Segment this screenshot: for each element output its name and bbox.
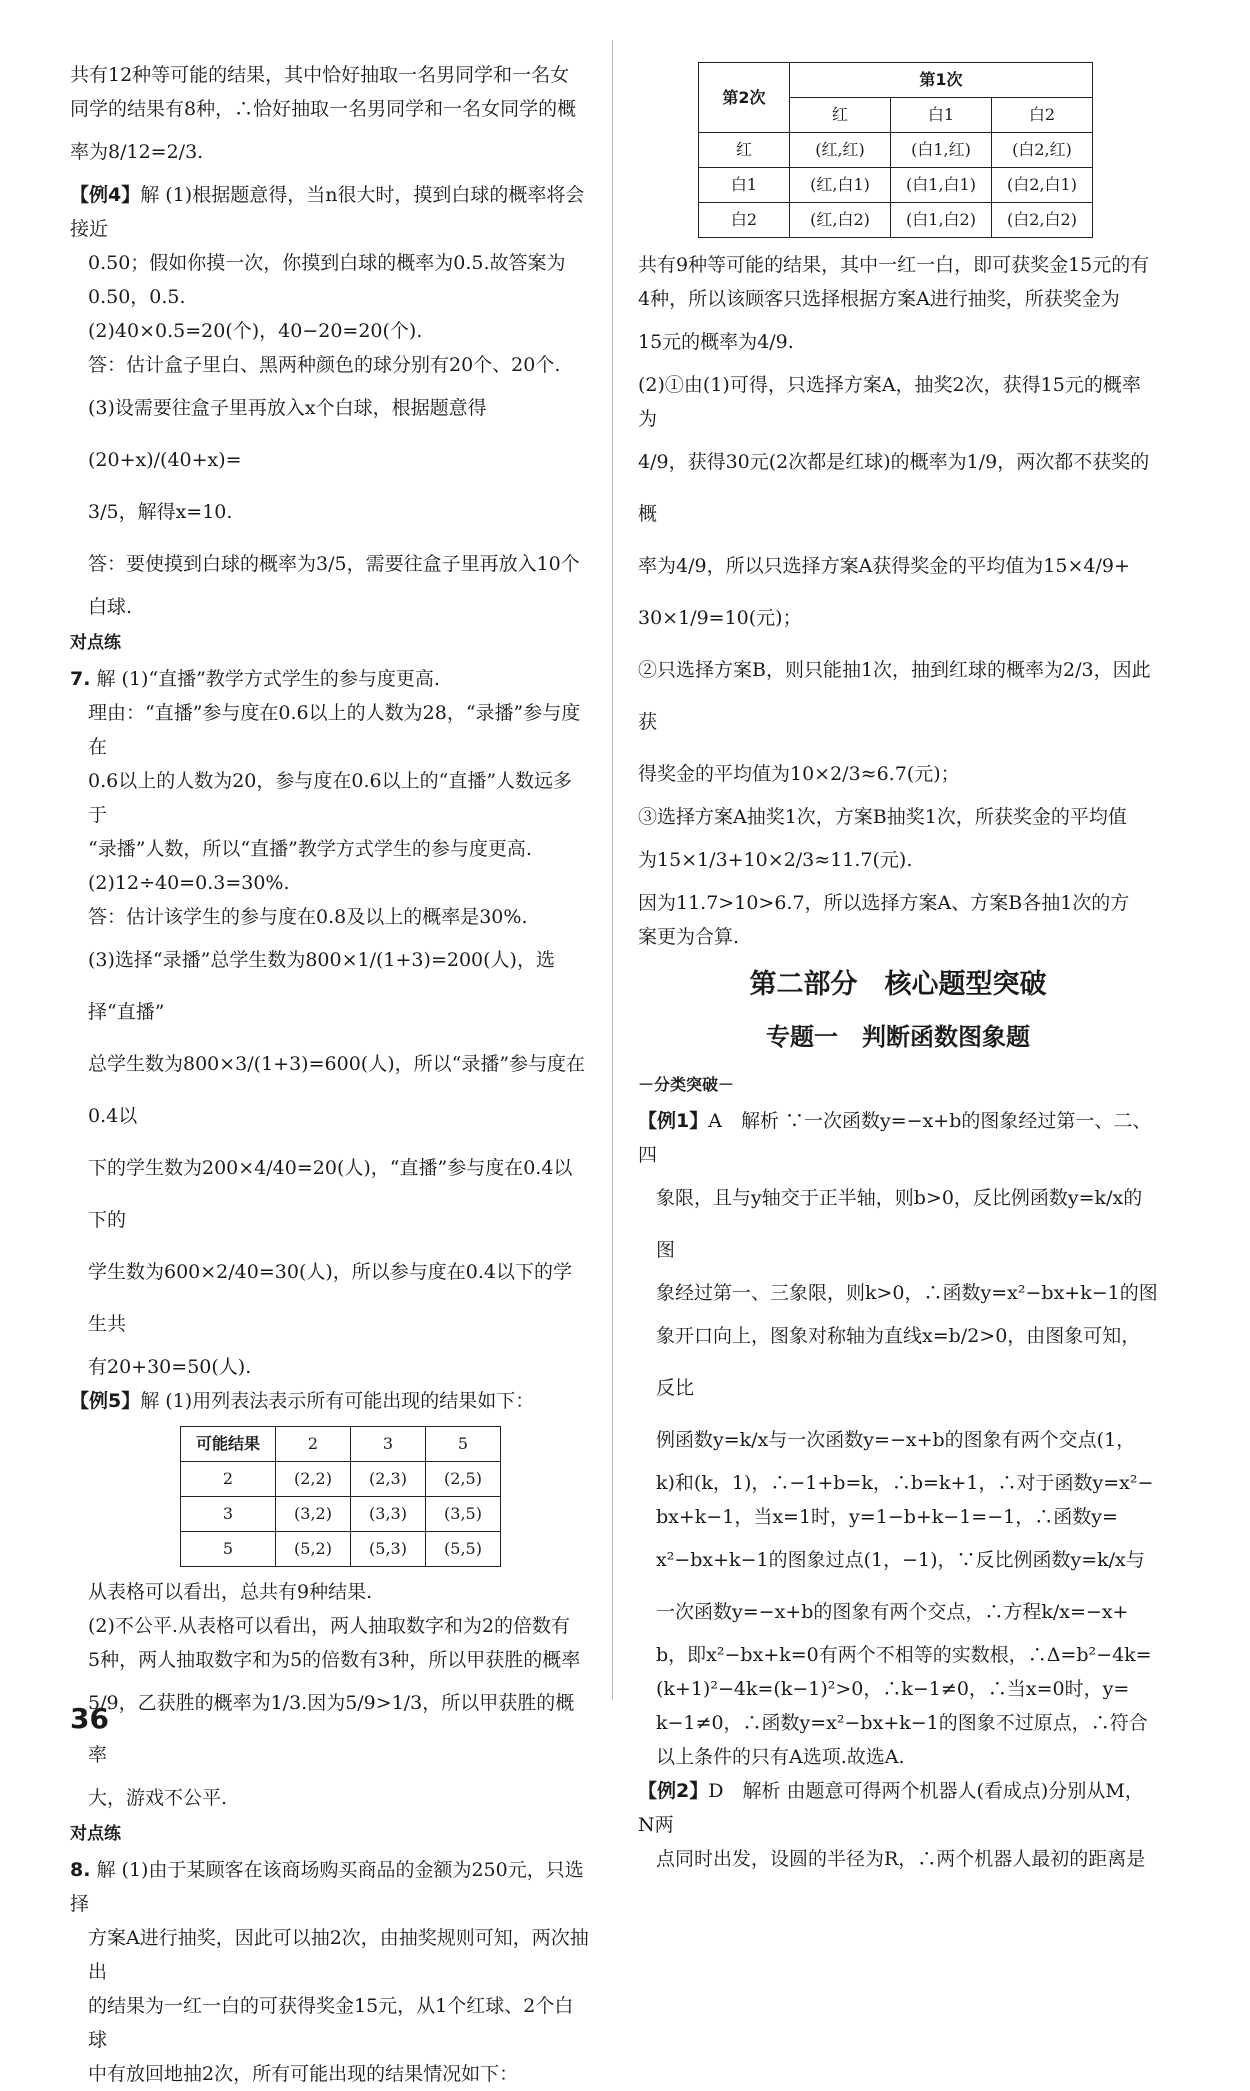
table-cell: (3,5) [426,1497,501,1532]
text-line: 0.50，0.5. [88,286,186,308]
table-header-cell: 5 [426,1427,501,1462]
text-line: 因为11.7>10>6.7，所以选择方案A、方案B各抽1次的方 [638,892,1130,914]
table-cell: (白2,白2) [992,203,1093,238]
table-cell: (2,2) [276,1462,351,1497]
table-cell: 2 [181,1462,276,1497]
text-line: 象限，且与y轴交于正半轴，则b>0，反比例函数y=k/x的图 [656,1187,1143,1261]
text-line: 例函数y=k/x与一次函数y=−x+b的图象有两个交点(1， [656,1429,1136,1451]
practice-heading: 对点练 [70,1824,121,1844]
table-header-cell: 红 [790,98,891,133]
text-line: 下的学生数为200×4/40=20(人)，“直播”参与度在0.4以下的 [88,1157,573,1231]
text-line: 共有9种等可能的结果，其中一红一白，即可获奖金15元的有 [638,254,1150,276]
text-line: 中有放回地抽2次，所有可能出现的结果情况如下： [88,2063,519,2085]
text-line: 大，游戏不公平. [88,1787,228,1809]
example-5-first-line [70,1384,590,1418]
text-line: 点同时出发，设圆的半径为R，∴两个机器人最初的距离是 [656,1848,1146,1870]
left-column [70,58,590,2091]
text-line: 答：估计盒子里白、黑两种颜色的球分别有20个、20个. [88,354,561,376]
text-line: 4/9，获得30元(2次都是红球)的概率为1/9，两次都不获奖的概 [638,451,1150,525]
example-1-label: 【例1】 [638,1110,709,1132]
table-cell: (白2,白1) [992,168,1093,203]
table-cell: (2,3) [351,1462,426,1497]
text-line: (3)设需要往盒子里再放入x个白球，根据题意得(20+x)/(40+x)= [88,397,487,471]
question-7-label: 7. [70,668,91,690]
table-row [699,168,1093,203]
text-line: 5/9，乙获胜的概率为1/3.因为5/9>1/3，所以甲获胜的概率 [88,1692,575,1766]
text-line: 方案A进行抽奖，因此可以抽2次，由抽奖规则可知，两次抽出 [88,1927,589,1983]
table-cell: (2,5) [426,1462,501,1497]
table-corner-cell: 第2次 [699,63,790,133]
table-header-cell: 第1次 [790,63,1093,98]
text-line: D 解析 由题意可得两个机器人(看成点)分别从M，N两 [638,1780,1144,1836]
text-line: 得奖金的平均值为10×2/3≈6.7(元)； [638,763,960,785]
example-1-first-line [638,1104,1158,1172]
text-line: 案更为合算. [638,926,740,948]
text-line: A 解析 ∵一次函数y=−x+b的图象经过第一、二、四 [638,1110,1152,1166]
text-line: ③选择方案A抽奖1次，方案B抽奖1次，所获奖金的平均值 [638,806,1127,828]
question-8-first-line [70,1853,590,1921]
text-line: 5种，两人抽取数字和为5的倍数有3种，所以甲获胜的概率 [88,1649,581,1671]
text-line: 4种，所以该顾客只选择根据方案A进行抽奖，所获奖金为 [638,288,1120,310]
table-cell: (5,3) [351,1532,426,1567]
example-4-first-line [70,178,590,246]
text-line: 象经过第一、三象限，则k>0，∴函数y=x²−bx+k−1的图 [656,1282,1158,1304]
text-line: 解 (1)根据题意得，当n很大时，摸到白球的概率将会接近 [70,184,585,240]
table-cell: (白1,白1) [891,168,992,203]
text-line: 0.6以上的人数为20，参与度在0.6以上的“直播”人数远多于 [88,770,573,826]
text-line: 解 (1)用列表法表示所有可能出现的结果如下： [140,1390,535,1412]
practice-heading: 对点练 [70,633,121,653]
table-cell: (白2,红) [992,133,1093,168]
text-line: 有20+30=50(人). [88,1356,252,1378]
text-line: 0.50；假如你摸一次，你摸到白球的概率为0.5.故答案为 [88,252,566,274]
example-5-label: 【例5】 [70,1390,141,1412]
text-line: 的结果为一红一白的可获得奖金15元，从1个红球、2个白球 [88,1995,574,2051]
table-cell: (5,2) [276,1532,351,1567]
text-line: (2)①由(1)可得，只选择方案A，抽奖2次，获得15元的概率为 [638,374,1141,430]
example-2-label: 【例2】 [638,1780,709,1802]
text-line: 共有12种等可能的结果，其中恰好抽取一名男同学和一名女 [70,64,570,86]
text-line: 率为4/9，所以只选择方案A获得奖金的平均值为15×4/9+ [638,555,1130,577]
text-line: b，即x²−bx+k=0有两个不相等的实数根，∴Δ=b²−4k= [656,1644,1152,1666]
table-row [181,1497,501,1532]
text-line: 解 (1)“直播”教学方式学生的参与度更高. [96,668,440,690]
table-cell: (白1,白2) [891,203,992,238]
table-cell: (白1,红) [891,133,992,168]
table-row [699,203,1093,238]
text-line: 理由：“直播”参与度在0.6以上的人数为28，“录播”参与度在 [88,702,581,758]
text-line: 解 (1)由于某顾客在该商场购买商品的金额为250元，只选择 [70,1859,584,1915]
text-line: 30×1/9=10(元)； [638,607,802,629]
section-divider-label: －分类突破－ [638,1075,735,1094]
text-line: k)和(k，1)，∴−1+b=k，∴b=k+1，∴对于函数y=x²− [656,1472,1154,1494]
text-line: 同学的结果有8种，∴恰好抽取一名男同学和一名女同学的概 [70,98,577,120]
text-line: 一次函数y=−x+b的图象有两个交点，∴方程k/x=−x+ [656,1601,1129,1623]
table-header-cell: 可能结果 [181,1427,276,1462]
text-line: ②只选择方案B，则只能抽1次，抽到红球的概率为2/3，因此获 [638,659,1151,733]
text-line: 3/5，解得x=10. [88,501,233,523]
text-line: 为15×1/3+10×2/3≈11.7(元). [638,849,913,871]
text-line: 答：要使摸到白球的概率为3/5，需要往盒子里再放入10个 [88,553,580,575]
table-header-cell: 白1 [891,98,992,133]
table-header-cell: 3 [351,1427,426,1462]
text-line: 总学生数为800×3/(1+3)=600(人)，所以“录播”参与度在0.4以 [88,1053,586,1127]
text-line: (2)不公平.从表格可以看出，两人抽取数字和为2的倍数有 [88,1615,571,1637]
text-line: (2)12÷40=0.3=30%. [88,872,290,894]
example-2-first-line [638,1774,1158,1842]
text-line: x²−bx+k−1的图象过点(1，−1)，∵反比例函数y=k/x与 [656,1549,1145,1571]
draw-results-table [698,62,1093,238]
column-divider [612,40,613,1700]
part-title: 第二部分 核心题型突破 [749,969,1047,1000]
text-line: 从表格可以看出，总共有9种结果. [88,1581,373,1603]
table-cell: (红,白1) [790,168,891,203]
table-cell: 白1 [699,168,790,203]
table-cell: 3 [181,1497,276,1532]
table-cell: (3,2) [276,1497,351,1532]
text-line: (k+1)²−4k=(k−1)²>0，∴k−1≠0，∴当x=0时，y= [656,1678,1130,1700]
table-cell: 5 [181,1532,276,1567]
table-header-cell: 2 [276,1427,351,1462]
text-line: 率为8/12=2/3. [70,141,204,163]
right-column [638,62,1158,1876]
text-line: 15元的概率为4/9. [638,331,794,353]
page-number: 36 [70,1702,109,1735]
text-line: “录播”人数，所以“直播”教学方式学生的参与度更高. [88,838,532,860]
text-line: 以上条件的只有A选项.故选A. [656,1746,905,1768]
table-cell: (红,红) [790,133,891,168]
table-cell: (红,白2) [790,203,891,238]
text-line: (3)选择“录播”总学生数为800×1/(1+3)=200(人)，选择“直播” [88,949,555,1023]
table-header-row [699,63,1093,98]
text-line: 答：估计该学生的参与度在0.8及以上的概率是30%. [88,906,528,928]
question-8-label: 8. [70,1859,91,1881]
text-line: 象开口向上，图象对称轴为直线x=b/2>0，由图象可知，反比 [656,1325,1141,1399]
table-cell: 白2 [699,203,790,238]
table-row [181,1532,501,1567]
text-line: bx+k−1，当x=1时，y=1−b+k−1=−1，∴函数y= [656,1506,1118,1528]
table-header-row [181,1427,501,1462]
topic-title: 专题一 判断函数图象题 [766,1023,1030,1051]
text-line: 学生数为600×2/40=30(人)，所以参与度在0.4以下的学生共 [88,1261,572,1335]
table-cell: (3,3) [351,1497,426,1532]
table-row [699,133,1093,168]
table-row [181,1462,501,1497]
example-4-label: 【例4】 [70,184,141,206]
text-line: k−1≠0，∴函数y=x²−bx+k−1的图象不过原点，∴符合 [656,1712,1148,1734]
outcome-table [180,1426,501,1567]
text-line: (2)40×0.5=20(个)，40−20=20(个). [88,320,423,342]
table-cell: (5,5) [426,1532,501,1567]
table-header-cell: 白2 [992,98,1093,133]
text-line: 白球. [88,596,133,618]
table-cell: 红 [699,133,790,168]
question-7-first-line [70,662,590,696]
